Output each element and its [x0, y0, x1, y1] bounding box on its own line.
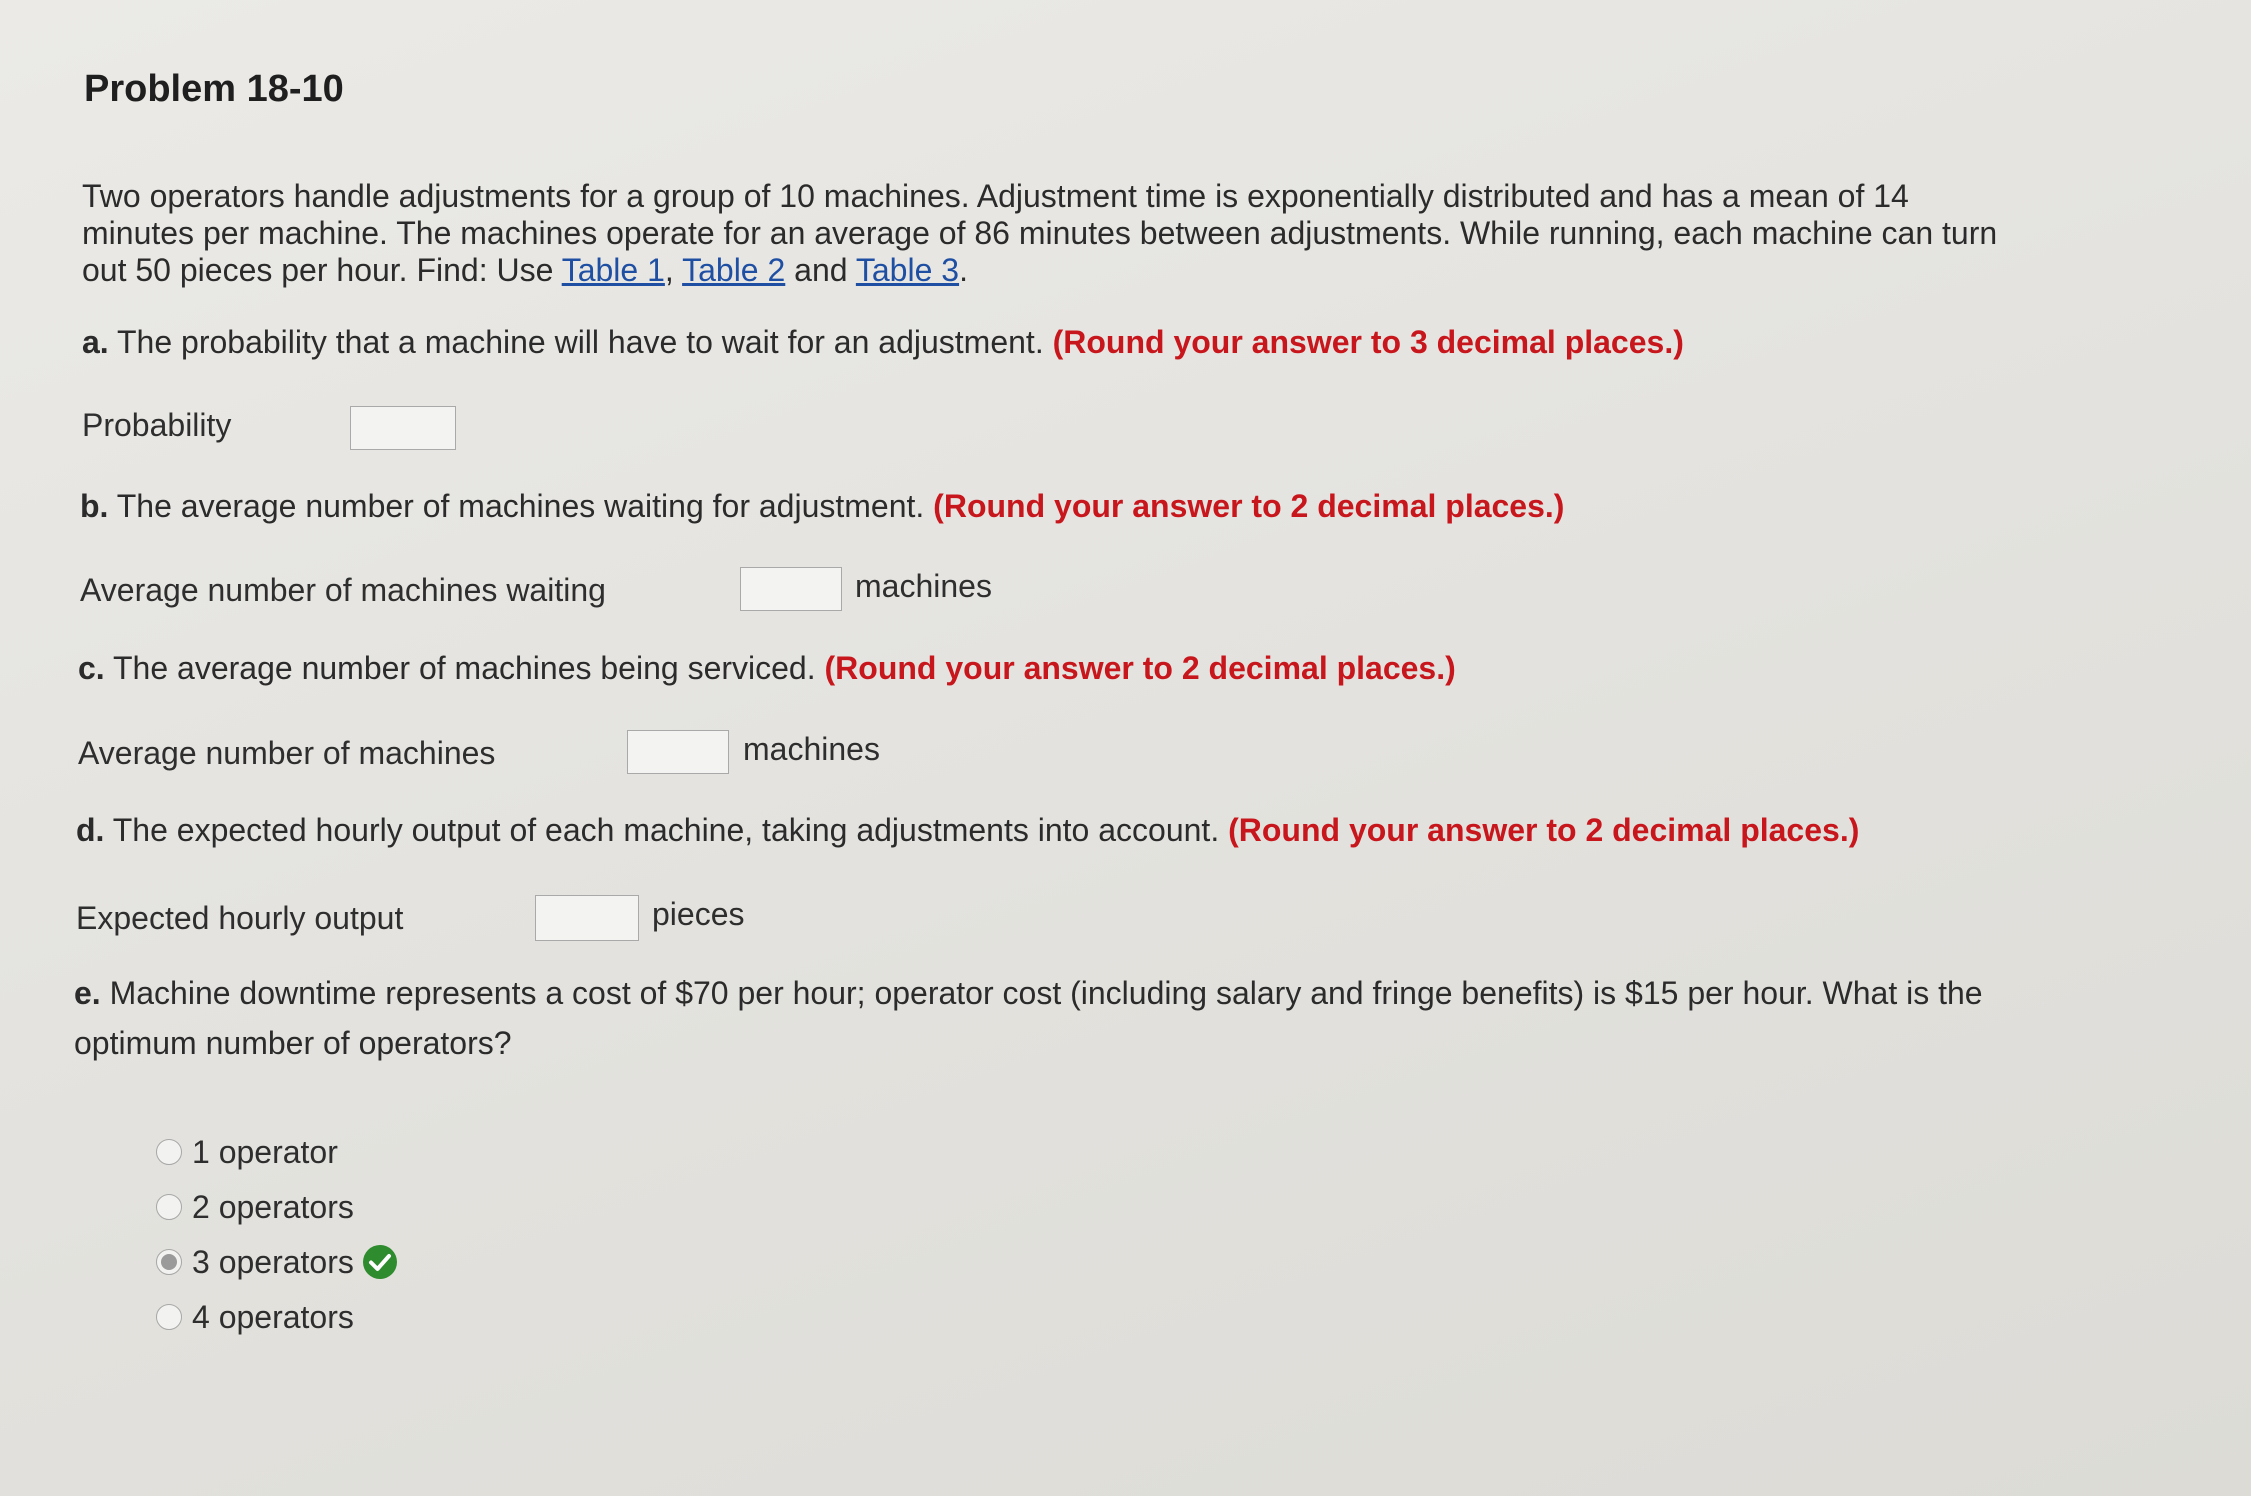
- end-period: .: [959, 252, 968, 288]
- question-d: [76, 808, 1859, 852]
- unit-machines: machines: [743, 731, 880, 767]
- option-1-operator[interactable]: [156, 1132, 338, 1172]
- question-a: [82, 320, 1684, 364]
- answer-label-machines-serviced: Average number of machines: [78, 735, 496, 771]
- check-circle-icon: [362, 1244, 398, 1280]
- question-letter: c.: [78, 650, 105, 686]
- rounding-instruction: (Round your answer to 2 decimal places.): [1228, 812, 1860, 848]
- separator-and: and: [794, 252, 848, 288]
- answer-label-probability: Probability: [82, 407, 232, 443]
- question-c: [78, 646, 1456, 690]
- problem-intro: [82, 178, 2012, 289]
- rounding-instruction: (Round your answer to 3 decimal places.): [1052, 324, 1684, 360]
- answer-label-machines-waiting: Average number of machines waiting: [80, 572, 606, 608]
- option-4-operators[interactable]: [156, 1297, 354, 1337]
- question-letter: b.: [80, 488, 109, 524]
- option-label: 4 operators: [192, 1298, 354, 1335]
- table-2-link[interactable]: Table 2: [682, 252, 786, 288]
- question-text: The probability that a machine will have to wait for an adjustment.: [117, 324, 1044, 360]
- answer-label-hourly-output: Expected hourly output: [76, 900, 404, 936]
- question-text: The average number of machines waiting for adjustment.: [116, 488, 925, 524]
- question-b: [80, 484, 1564, 528]
- problem-title: Problem 18-10: [84, 68, 344, 110]
- question-text: The average number of machines being serviced.: [113, 650, 816, 686]
- option-label: 3 operators: [192, 1243, 354, 1280]
- unit-pieces: pieces: [652, 896, 745, 932]
- probability-input[interactable]: [350, 406, 456, 450]
- rounding-instruction: (Round your answer to 2 decimal places.): [933, 488, 1565, 524]
- rounding-instruction: (Round your answer to 2 decimal places.): [824, 650, 1456, 686]
- question-text: Machine downtime represents a cost of $70 per hour; operator cost (including salary and fringe benefits) is $15 per hour. What is the optimum number of operators?: [74, 975, 1983, 1061]
- radio-button[interactable]: [156, 1304, 182, 1330]
- radio-button[interactable]: [156, 1194, 182, 1220]
- intro-text: Two operators handle adjustments for a group of 10 machines. Adjustment time is exponentially distributed and has a mean of 14 minutes per machine. The machines operate for an average of 86 minutes between adjustments. While running, each machine can turn out 50 pieces per hour. Find: Use: [82, 178, 1998, 288]
- question-letter: a.: [82, 324, 109, 360]
- separator-comma: ,: [664, 252, 674, 288]
- hourly-output-input[interactable]: [535, 895, 639, 941]
- radio-button-selected[interactable]: [156, 1249, 182, 1275]
- option-2-operators[interactable]: [156, 1187, 354, 1227]
- option-label: 2 operators: [192, 1188, 354, 1225]
- table-3-link[interactable]: Table 3: [855, 252, 960, 288]
- question-letter: e.: [74, 975, 101, 1011]
- unit-machines: machines: [855, 568, 992, 604]
- question-text: The expected hourly output of each machine, taking adjustments into account.: [112, 812, 1220, 848]
- option-3-operators[interactable]: [156, 1242, 398, 1282]
- option-label: 1 operator: [192, 1133, 338, 1170]
- radio-button[interactable]: [156, 1139, 182, 1165]
- machines-serviced-input[interactable]: [627, 730, 729, 774]
- machines-waiting-input[interactable]: [740, 567, 842, 611]
- table-1-link[interactable]: Table 1: [561, 252, 665, 288]
- question-letter: d.: [76, 812, 105, 848]
- question-e: [74, 968, 2064, 1068]
